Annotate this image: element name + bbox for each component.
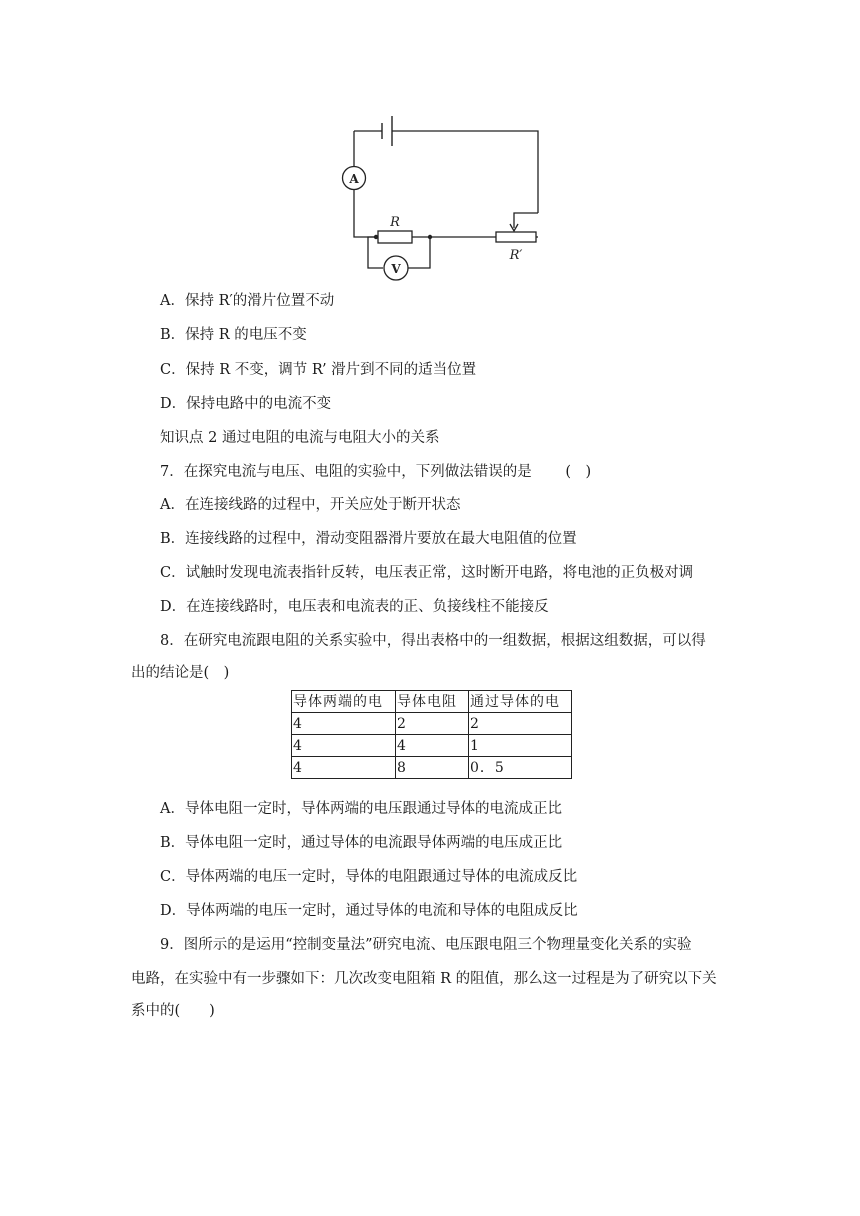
wire-voltmeter-left bbox=[368, 237, 383, 268]
q7-stem: 7．在探究电流与电压、电阻的实验中，下列做法错误的是 ( ) bbox=[160, 464, 592, 480]
junction-left bbox=[374, 235, 378, 239]
voltmeter-label: V bbox=[391, 262, 401, 276]
q8-option-c: C．导体两端的电压一定时，导体的电阻跟通过导体的电流成反比 bbox=[160, 869, 578, 885]
table-row bbox=[292, 713, 572, 735]
table-header-row bbox=[292, 691, 572, 713]
table-header-cell: 通过导体的电 bbox=[469, 691, 572, 713]
q6-option-d: D．保持电路中的电流不变 bbox=[160, 396, 332, 412]
circuit-diagram bbox=[336, 116, 548, 284]
q8-option-b: B．导体电阻一定时，通过导体的电流跟导体两端的电压成正比 bbox=[160, 835, 563, 851]
q9-line3: 系中的( ) bbox=[131, 1003, 215, 1019]
q8-stem-line2: 出的结论是( ) bbox=[131, 665, 230, 681]
q8-stem-line1: 8．在研究电流跟电阻的关系实验中，得出表格中的一组数据，根据这组数据，可以得 bbox=[160, 633, 706, 649]
q6-option-c: C．保持 R 不变，调节 R’ 滑片到不同的适当位置 bbox=[160, 362, 477, 378]
rheostat-label: R′ bbox=[509, 248, 523, 263]
table-cell: 4 bbox=[292, 735, 396, 757]
table-header-cell: 导体电阻 bbox=[396, 691, 469, 713]
table-cell: 4 bbox=[396, 735, 469, 757]
junction-right bbox=[428, 235, 432, 239]
wire-top-right bbox=[392, 131, 538, 213]
wire-left-lower bbox=[354, 190, 378, 237]
q9-line2: 电路，在实验中有一步骤如下：几次改变电阻箱 R 的阻值，那么这一过程是为了研究以下关 bbox=[131, 971, 717, 987]
q7-option-b: B．连接线路的过程中，滑动变阻器滑片要放在最大电阻值的位置 bbox=[160, 531, 577, 547]
table-cell: 1 bbox=[469, 735, 572, 757]
table-header-cell: 导体两端的电 bbox=[292, 691, 396, 713]
rheostat bbox=[496, 232, 536, 242]
knowledge-point-heading: 知识点 2 通过电阻的电流与电阻大小的关系 bbox=[160, 430, 440, 446]
q7-option-d: D．在连接线路时，电压表和电流表的正、负接线柱不能接反 bbox=[160, 599, 549, 615]
q6-option-a: A．保持 R′的滑片位置不动 bbox=[160, 293, 335, 309]
resistor-r bbox=[378, 231, 412, 243]
q7-option-a: A．在连接线路的过程中，开关应处于断开状态 bbox=[160, 497, 461, 513]
table-cell: 8 bbox=[396, 757, 469, 779]
table-row bbox=[292, 735, 572, 757]
table-cell: 2 bbox=[469, 713, 572, 735]
table-cell: 4 bbox=[292, 757, 396, 779]
q7-option-c: C．试触时发现电流表指针反转，电压表正常，这时断开电路，将电池的正负极对调 bbox=[160, 565, 694, 581]
wire-voltmeter-right bbox=[408, 237, 430, 268]
data-table bbox=[291, 690, 572, 779]
q8-option-a: A．导体电阻一定时，导体两端的电压跟通过导体的电流成正比 bbox=[160, 801, 562, 817]
q9-line1: 9．图所示的是运用“控制变量法”研究电流、电压跟电阻三个物理量变化关系的实验 bbox=[160, 937, 692, 953]
q6-option-b: B．保持 R 的电压不变 bbox=[160, 327, 307, 343]
table-cell: 0．5 bbox=[469, 757, 572, 779]
resistor-label: R bbox=[390, 215, 400, 230]
table-cell: 2 bbox=[396, 713, 469, 735]
table-row bbox=[292, 757, 572, 779]
table-cell: 4 bbox=[292, 713, 396, 735]
ammeter-label: A bbox=[349, 172, 359, 186]
q8-option-d: D．导体两端的电压一定时，通过导体的电流和导体的电阻成反比 bbox=[160, 903, 578, 919]
